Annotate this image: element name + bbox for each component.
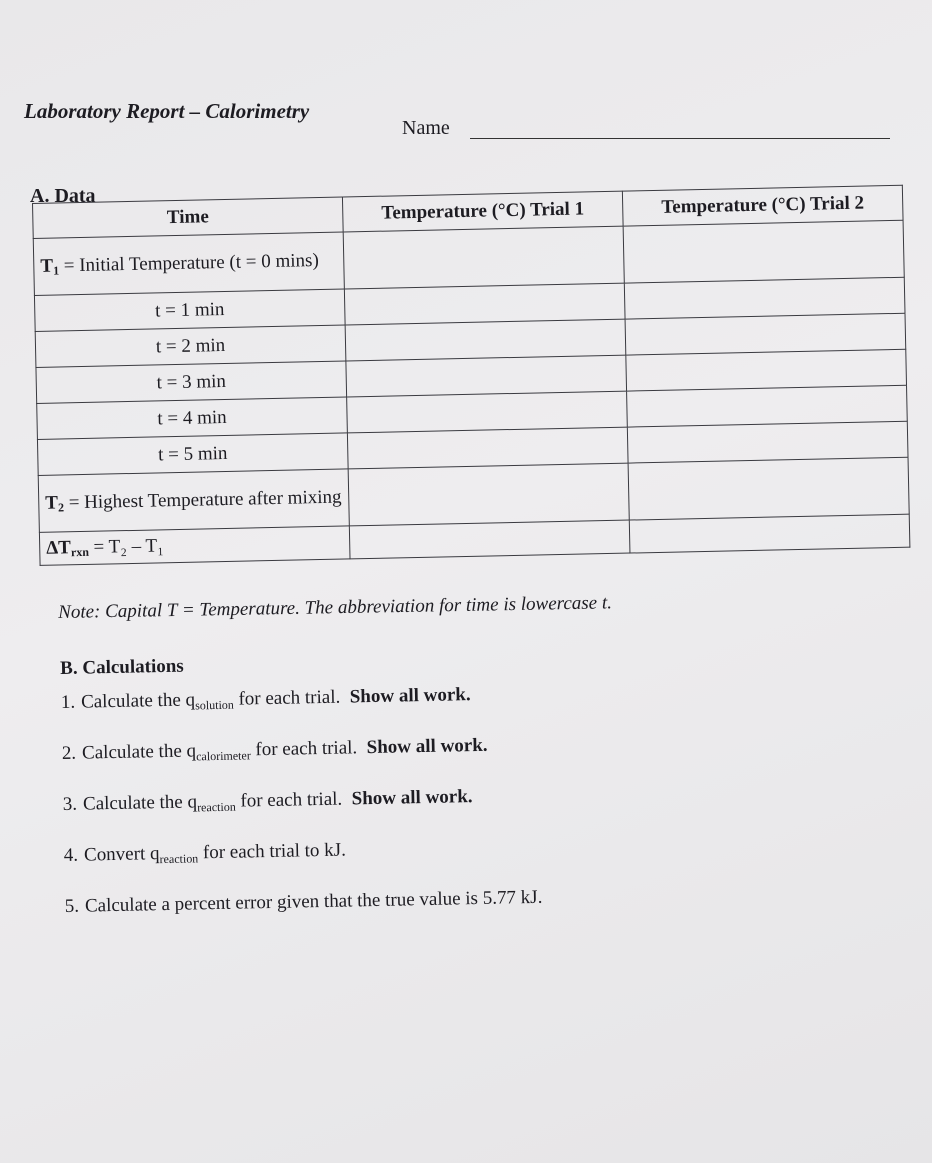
t1-subscript: 1 xyxy=(52,262,60,278)
cell-trial-2[interactable] xyxy=(626,349,907,391)
cell-trial-1[interactable] xyxy=(343,226,624,289)
question-text-end: for each trial to kJ. xyxy=(197,839,347,864)
column-header-trial-1: Temperature (°C) Trial 1 xyxy=(342,191,623,232)
name-label: Name xyxy=(402,117,450,139)
table-note: Note: Capital T = Temperature. The abbreviation for time is lowercase t. xyxy=(58,592,613,623)
question-text: Calculate the q xyxy=(80,689,196,713)
t2-symbol: T xyxy=(45,492,59,514)
question-number: 2. xyxy=(61,742,77,764)
cell-trial-2[interactable] xyxy=(624,277,905,319)
question-subscript: reaction xyxy=(196,799,236,815)
cell-trial-2[interactable] xyxy=(625,313,906,355)
question-item xyxy=(63,779,863,816)
cell-trial-1[interactable] xyxy=(344,283,625,325)
cell-trial-2[interactable] xyxy=(623,220,904,283)
question-text-end: for each trial. xyxy=(235,788,343,812)
cell-trial-1[interactable] xyxy=(348,463,629,526)
data-table-wrapper xyxy=(32,185,910,566)
delta-formula: = T₂ – T₁ xyxy=(88,534,165,558)
cell-trial-2[interactable] xyxy=(627,385,908,427)
section-a-title: A. Data xyxy=(30,185,96,207)
question-text: Convert q xyxy=(83,843,160,866)
calculations-section xyxy=(60,643,865,947)
report-title: Laboratory Report – Calorimetry xyxy=(24,99,310,123)
question-item xyxy=(61,677,861,714)
question-item xyxy=(65,881,865,918)
question-text: Calculate the q xyxy=(81,740,197,764)
data-table xyxy=(32,185,910,566)
cell-trial-2[interactable] xyxy=(627,421,908,463)
row-label-minute: t = 3 min xyxy=(36,361,347,403)
column-header-time: Time xyxy=(33,197,344,238)
t2-subscript: 2 xyxy=(57,499,65,515)
question-number: 3. xyxy=(62,793,78,815)
row-label-minute: t = 2 min xyxy=(35,325,346,367)
question-subscript: calorimeter xyxy=(195,748,251,764)
cell-trial-1[interactable] xyxy=(347,391,628,433)
question-number: 4. xyxy=(63,844,79,866)
question-text-end: for each trial. xyxy=(233,686,341,710)
cell-trial-2[interactable] xyxy=(628,457,909,520)
question-subscript: solution xyxy=(195,697,234,713)
question-item xyxy=(62,728,862,765)
t2-description: = Highest Temperature after mixing xyxy=(63,486,342,513)
row-label-minute: t = 1 min xyxy=(34,289,345,331)
row-label-delta-t xyxy=(39,526,350,565)
column-header-trial-2: Temperature (°C) Trial 2 xyxy=(622,185,903,226)
question-emphasis: Show all work. xyxy=(351,786,473,810)
cell-trial-1[interactable] xyxy=(346,355,627,397)
question-text: Calculate a percent error given that the true value is 5.77 kJ. xyxy=(84,886,543,917)
row-label-initial-temperature xyxy=(33,232,344,295)
question-item xyxy=(64,830,864,867)
section-b-title: B. Calculations xyxy=(60,655,184,679)
question-subscript: reaction xyxy=(159,851,199,867)
cell-trial-1[interactable] xyxy=(347,427,628,469)
t1-description: = Initial Temperature (t = 0 mins) xyxy=(58,249,319,276)
t1-symbol: T xyxy=(40,255,54,277)
question-number: 5. xyxy=(64,895,80,917)
delta-symbol: ΔT xyxy=(46,536,72,559)
row-label-minute: t = 5 min xyxy=(37,433,348,475)
question-number: 1. xyxy=(60,691,76,713)
cell-trial-1[interactable] xyxy=(349,520,630,559)
question-text-end: for each trial. xyxy=(250,737,358,761)
question-text: Calculate the q xyxy=(82,791,198,815)
question-emphasis: Show all work. xyxy=(366,734,488,759)
question-emphasis: Show all work. xyxy=(349,684,471,708)
cell-trial-1[interactable] xyxy=(345,319,626,361)
name-field-line[interactable] xyxy=(470,138,890,139)
row-label-minute: t = 4 min xyxy=(37,397,348,439)
cell-trial-2[interactable] xyxy=(629,514,910,553)
row-label-highest-temperature xyxy=(38,469,349,532)
delta-subscript: rxn xyxy=(70,544,90,559)
